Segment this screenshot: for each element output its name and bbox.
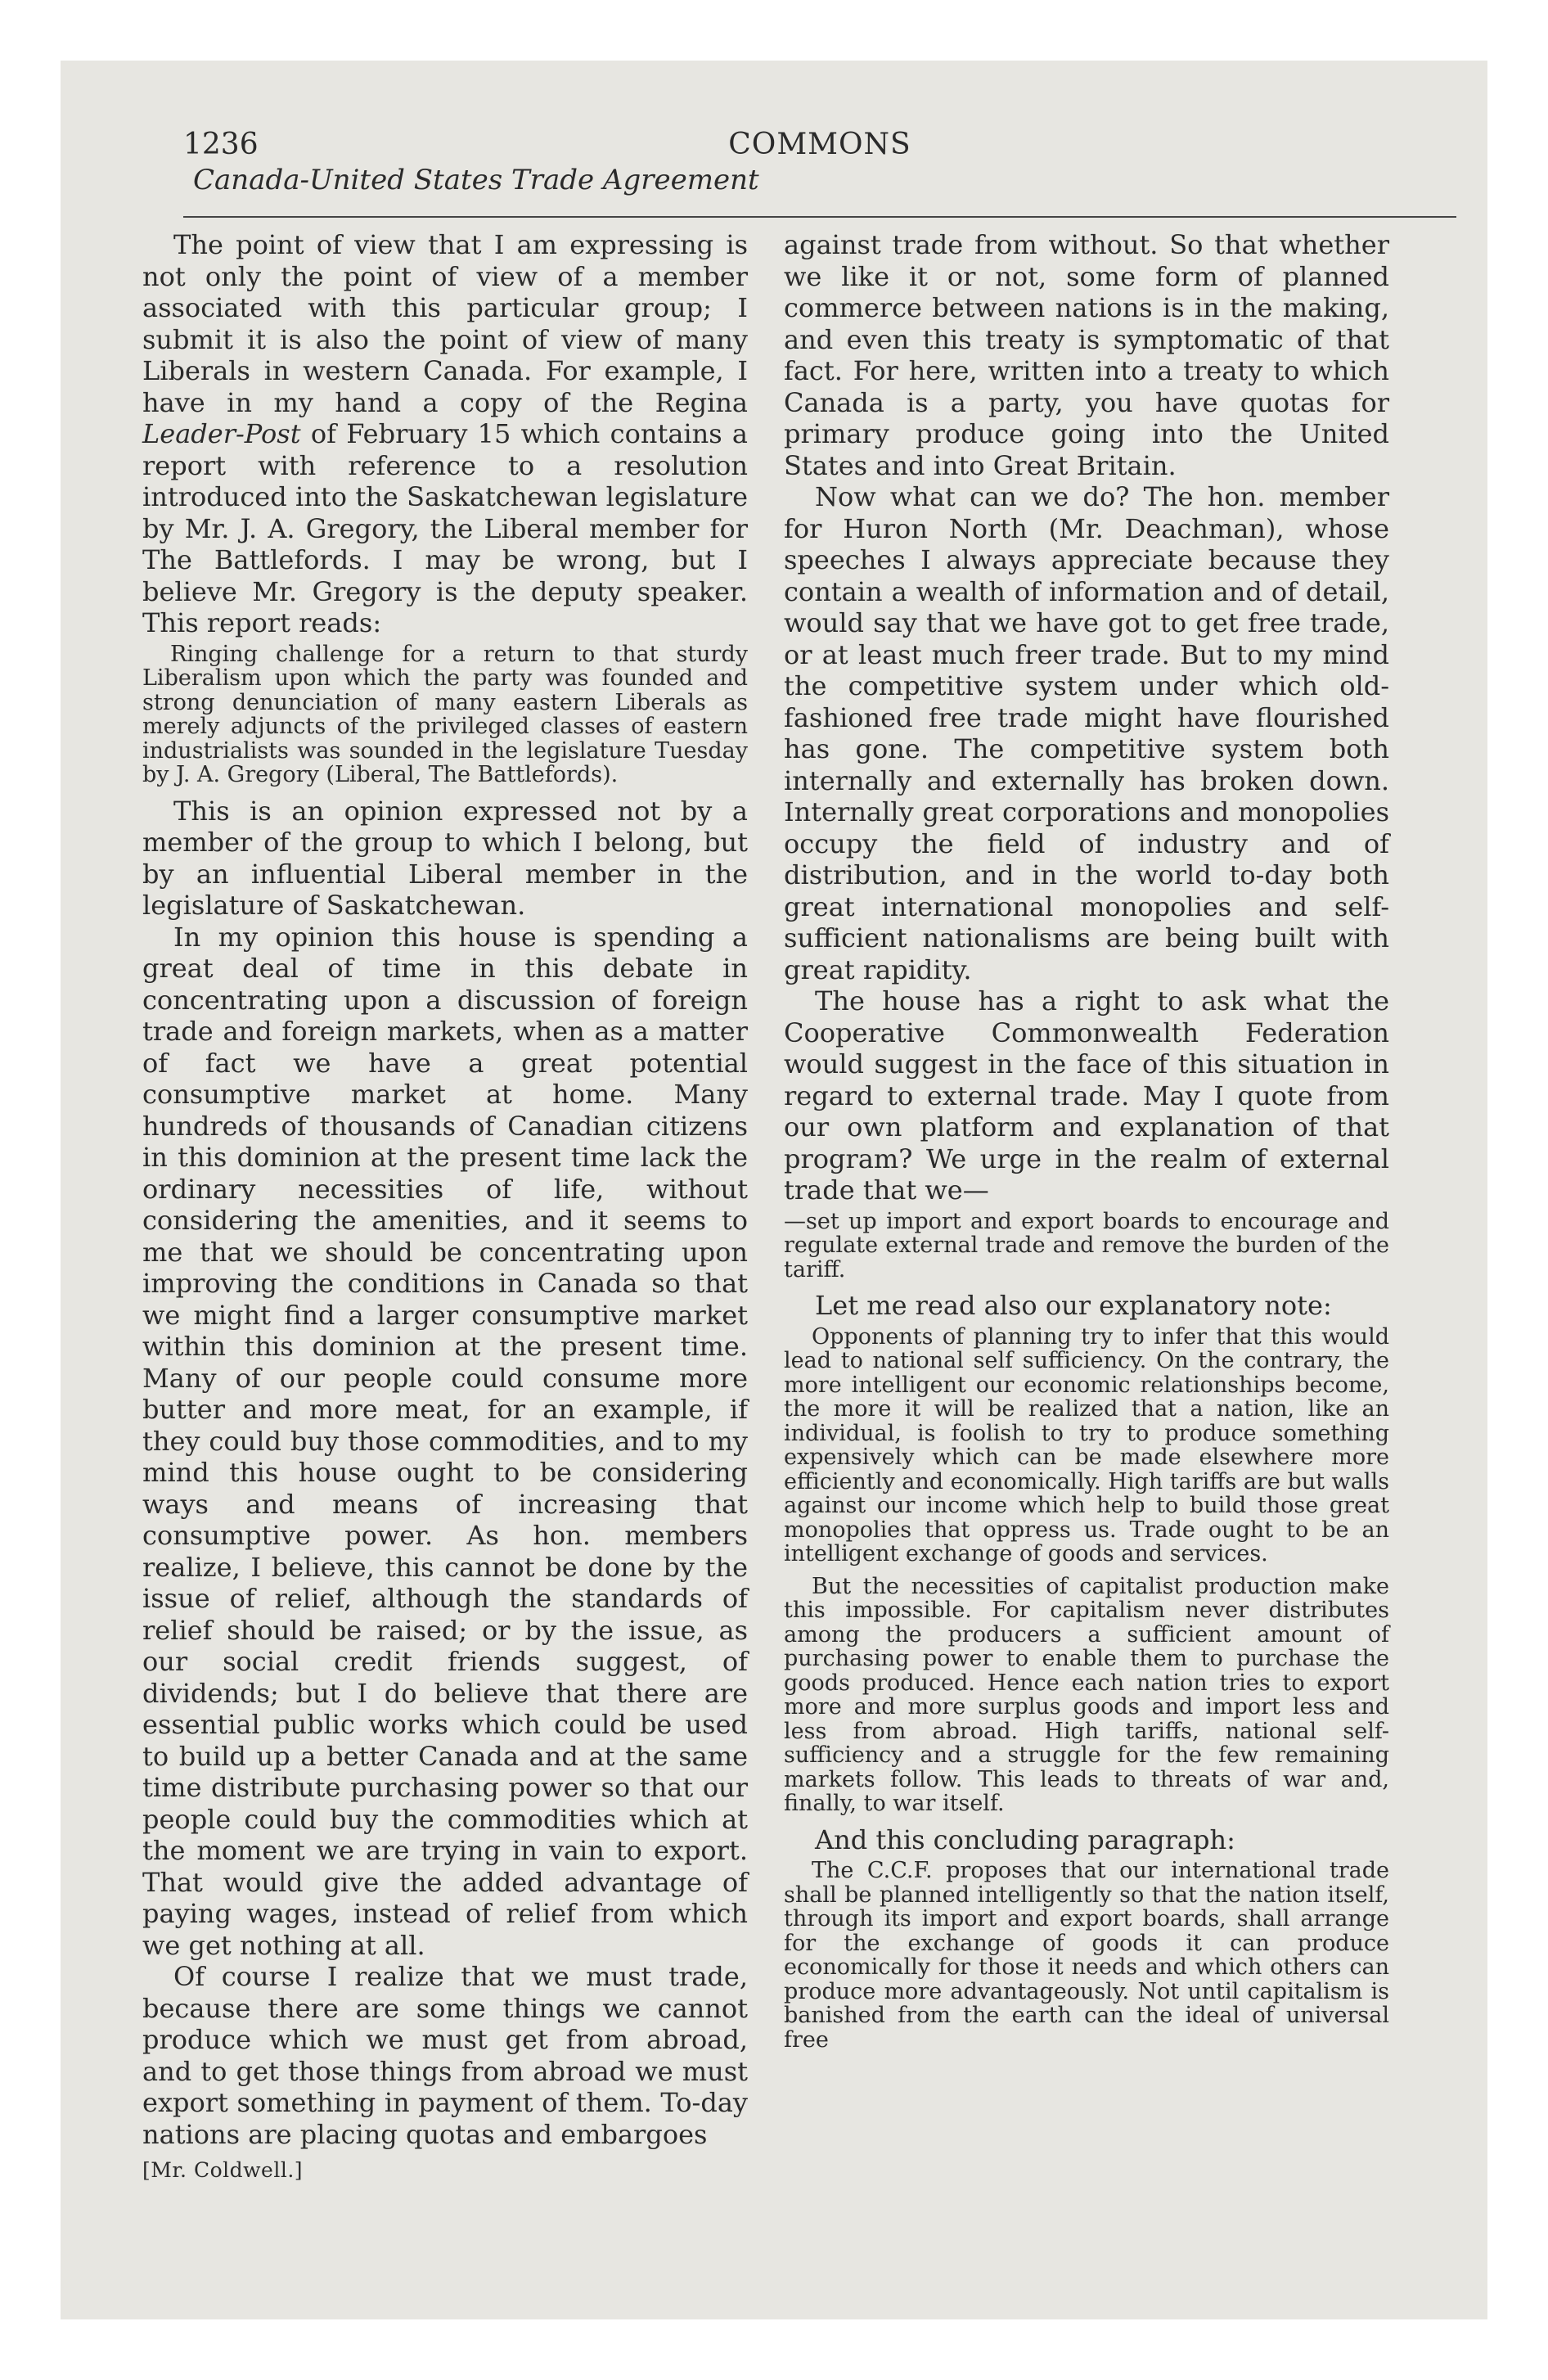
- right-paragraph-4: Let me read also our explanatory note:: [815, 1290, 1332, 1321]
- newspaper-title: Leader-Post: [142, 418, 301, 449]
- section-subtitle: Canada-United States Trade Agreement: [193, 164, 759, 196]
- running-title: COMMONS: [728, 128, 911, 161]
- left-column: [142, 229, 748, 2182]
- right-quote-3: But the necessities of capitalist production make this impossible. For capitalism never distributes among the producers a sufficient amount of purchasing power to enable them to purchase the goods produced. Hence each nation tries to export more and more surplus goods and import less and less from abroad. High tariffs, national self-sufficiency and a struggle for the few remaining markets follow. This leads to threats of war and, finally, to war itself.: [784, 1573, 1389, 1816]
- left-paragraph-4: Of course I realize that we must trade, because there are some things we cannot produce which we must get from abroad, and to get those things from abroad we must export something in payment of them. To-day nations are placing quotas and embargoes: [142, 1961, 748, 2150]
- left-p1-text-a: The point of view that I am expressing is not only the point of view of a member associated with this particular group; I submit it is also the point of view of many Liberals in western Canada. For example, I have in my hand a copy of the Regina: [142, 229, 748, 418]
- right-paragraph-5: And this concluding paragraph:: [815, 1823, 1235, 1855]
- header-rule: [183, 216, 1456, 218]
- speaker-footer: [Mr. Coldwell.]: [142, 2158, 304, 2182]
- right-quote-1: —set up import and export boards to encourage and regulate external trade and remove the burden of the tariff.: [784, 1208, 1389, 1282]
- hansard-page: [61, 61, 1487, 2319]
- page-number: 1236: [183, 128, 259, 161]
- right-paragraph-3: The house has a right to ask what the Cooperative Commonwealth Federation would suggest in the face of this situation in regard to external trade. May I quote from our own platform and explanation of that program? We urge in the realm of external trade that we—: [784, 985, 1389, 1206]
- right-paragraph-2: Now what can we do? The hon. member for Huron North (Mr. Deachman), whose speeches I always appreciate because they contain a wealth of information and of detail, would say that we have got to get free trade, or at least much freer trade. But to my mind the competitive system under which old-fashioned free trade might have flourished has gone. The competitive system both internally and externally has broken down. Internally great corporations and monopolies occupy the field of industry and of distribution, and in the world to-day both great international monopolies and self-sufficient nationalisms are being built with great rapidity.: [784, 481, 1389, 985]
- right-paragraph-1: against trade from without. So that whether we like it or not, some form of planned commerce between nations is in the making, and even this treaty is symptomatic of that fact. For here, written into a treaty to which Canada is a party, you have quotas for primary produce going into the United States and into Great Britain.: [784, 229, 1389, 481]
- left-quote-1: Ringing challenge for a return to that sturdy Liberalism upon which the party was founded and strong denunciation of many eastern Liberals as merely adjuncts of the privileged classes of eastern industrialists was sounded in the legislature Tuesday by J. A. Gregory (Liberal, The Battlefords).: [142, 641, 748, 787]
- left-paragraph-3: In my opinion this house is spending a great deal of time in this debate in concentrating upon a discussion of foreign trade and foreign markets, when as a matter of fact we have a great potential consumptive market at home. Many hundreds of thousands of Canadian citizens in this dominion at the present time lack the ordinary necessities of life, without considering the amenities, and it seems to me that we should be concentrating upon improving the conditions in Canada so that we might find a larger consumptive market within this dominion at the present time. Many of our people could consume more butter and more meat, for an example, if they could buy those commodities, and to my mind this house ought to be considering ways and means of increasing that consumptive power. As hon. members realize, I believe, this cannot be done by the issue of relief, although the standards of relief should be raised; or by the issue, as our social credit friends suggest, of dividends; but I do believe that there are essential public works which could be used to build up a better Canada and at the same time distribute purchasing power so that our people could buy the commodities which at the moment we are trying in vain to export. That would give the added advantage of paying wages, instead of relief from which we get nothing at all.: [142, 921, 748, 1961]
- right-column: [784, 229, 1389, 2060]
- right-quote-2: Opponents of planning try to infer that this would lead to national self sufficiency. On the contrary, the more intelligent our economic relationships become, the more it will be realized that a nation, like an individual, is foolish to try to produce something expensively which can be made elsewhere more efficiently and economically. High tariffs are but walls against our income which help to build those great monopolies that oppress us. Trade ought to be an intelligent exchange of goods and services.: [784, 1323, 1389, 1566]
- left-p1-text-b: of February 15 which contains a report with reference to a resolution introduced into the Saskatchewan legislature by Mr. J. A. Gregory, the Liberal member for The Battlefords. I may be wrong, but I believe Mr. Gregory is the deputy speaker. This report reads:: [142, 418, 748, 638]
- left-paragraph-1: [142, 229, 748, 639]
- right-quote-4: The C.C.F. proposes that our international trade shall be planned intelligently so that the nation itself, through its import and export boards, shall arrange for the exchange of goods it can produce economically for those it needs and which others can produce more advantageously. Not until capitalism is banished from the earth can the ideal of universal free: [784, 1858, 1389, 2053]
- left-paragraph-2: This is an opinion expressed not by a member of the group to which I belong, but by an influential Liberal member in the legislature of Saskatchewan.: [142, 795, 748, 921]
